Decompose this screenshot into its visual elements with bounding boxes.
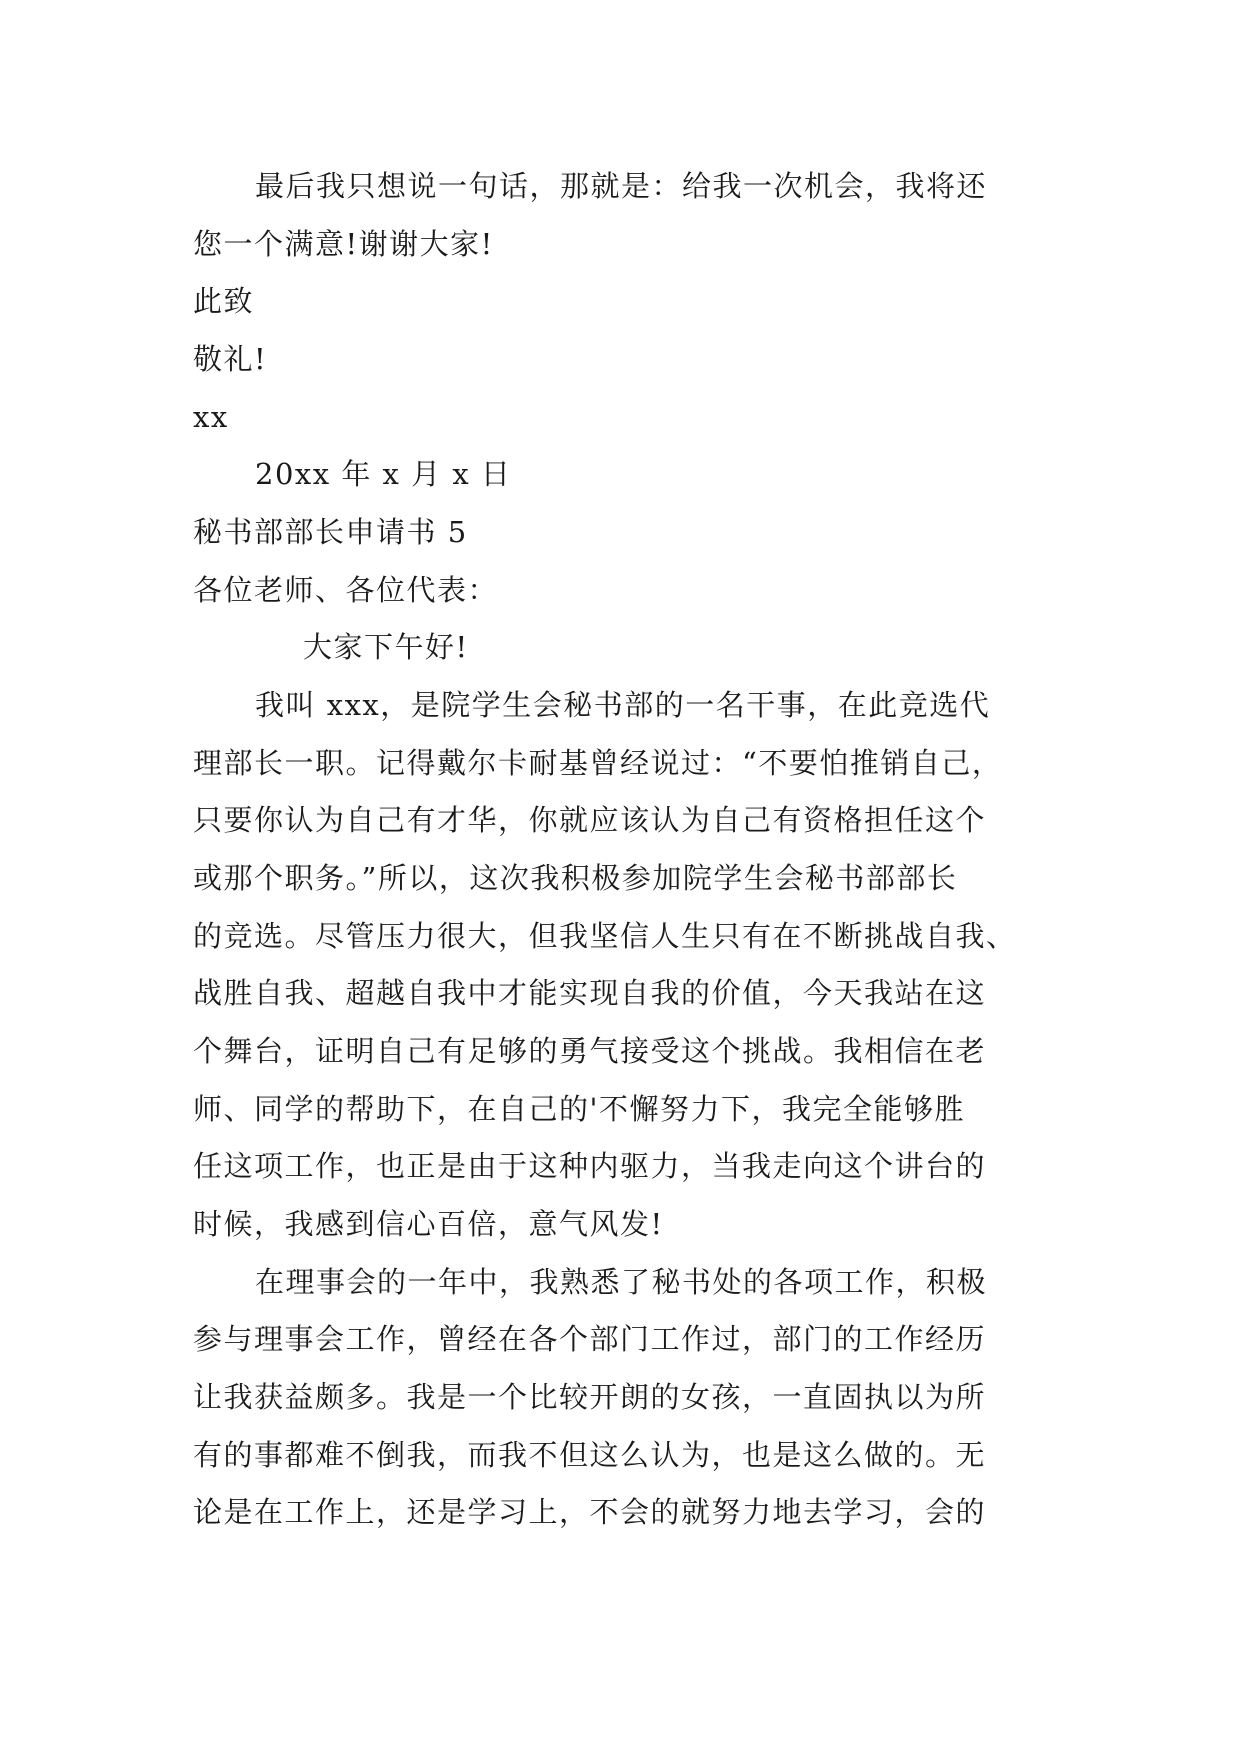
text-line: 理部长一职。记得戴尔卡耐基曾经说过：“不要怕推销自己， [193,746,1003,780]
signature: xx [193,400,229,434]
greeting-addressee: 各位老师、各位代表： [193,573,499,607]
text-line: 或那个职务。”所以，这次我积极参加院学生会秘书部部长 [193,861,958,895]
text-line: 我叫 xxx，是院学生会秘书部的一名干事，在此竞选代 [255,688,991,722]
greeting: 大家下午好! [303,630,469,664]
text-line: 您一个满意!谢谢大家! [193,227,494,261]
text-line: 论是在工作上，还是学习上，不会的就努力地去学习，会的 [193,1495,987,1529]
text-line: 任这项工作，也正是由于这种内驱力，当我走向这个讲台的 [193,1149,987,1183]
text-line: 让我获益颇多。我是一个比较开朗的女孩，一直固执以为所 [193,1380,987,1414]
section-title: 秘书部部长申请书 5 [193,515,468,549]
text-line: 只要你认为自己有才华，你就应该认为自己有资格担任这个 [193,803,987,837]
closing-salutation: 此致 [193,284,255,318]
text-line: 师、同学的帮助下，在自己的'不懈努力下，我完全能够胜 [193,1092,965,1126]
text-line: 个舞台，证明自己有足够的勇气接受这个挑战。我相信在老 [193,1034,987,1068]
text-line: 时候，我感到信心百倍，意气风发! [193,1207,664,1241]
text-line: 参与理事会工作，曾经在各个部门工作过，部门的工作经历 [193,1322,987,1356]
closing-regards: 敬礼! [193,342,268,376]
date: 20xx 年 x 月 x 日 [255,457,512,491]
text-line: 战胜自我、超越自我中才能实现自我的价值，今天我站在这 [193,976,987,1010]
text-line: 在理事会的一年中，我熟悉了秘书处的各项工作，积极 [255,1265,988,1299]
text-line: 有的事都难不倒我，而我不但这么认为，也是这么做的。无 [193,1438,987,1472]
text-line: 最后我只想说一句话，那就是：给我一次机会，我将还 [255,169,988,203]
text-line: 的竞选。尽管压力很大，但我坚信人生只有在不断挑战自我、 [193,919,1017,953]
